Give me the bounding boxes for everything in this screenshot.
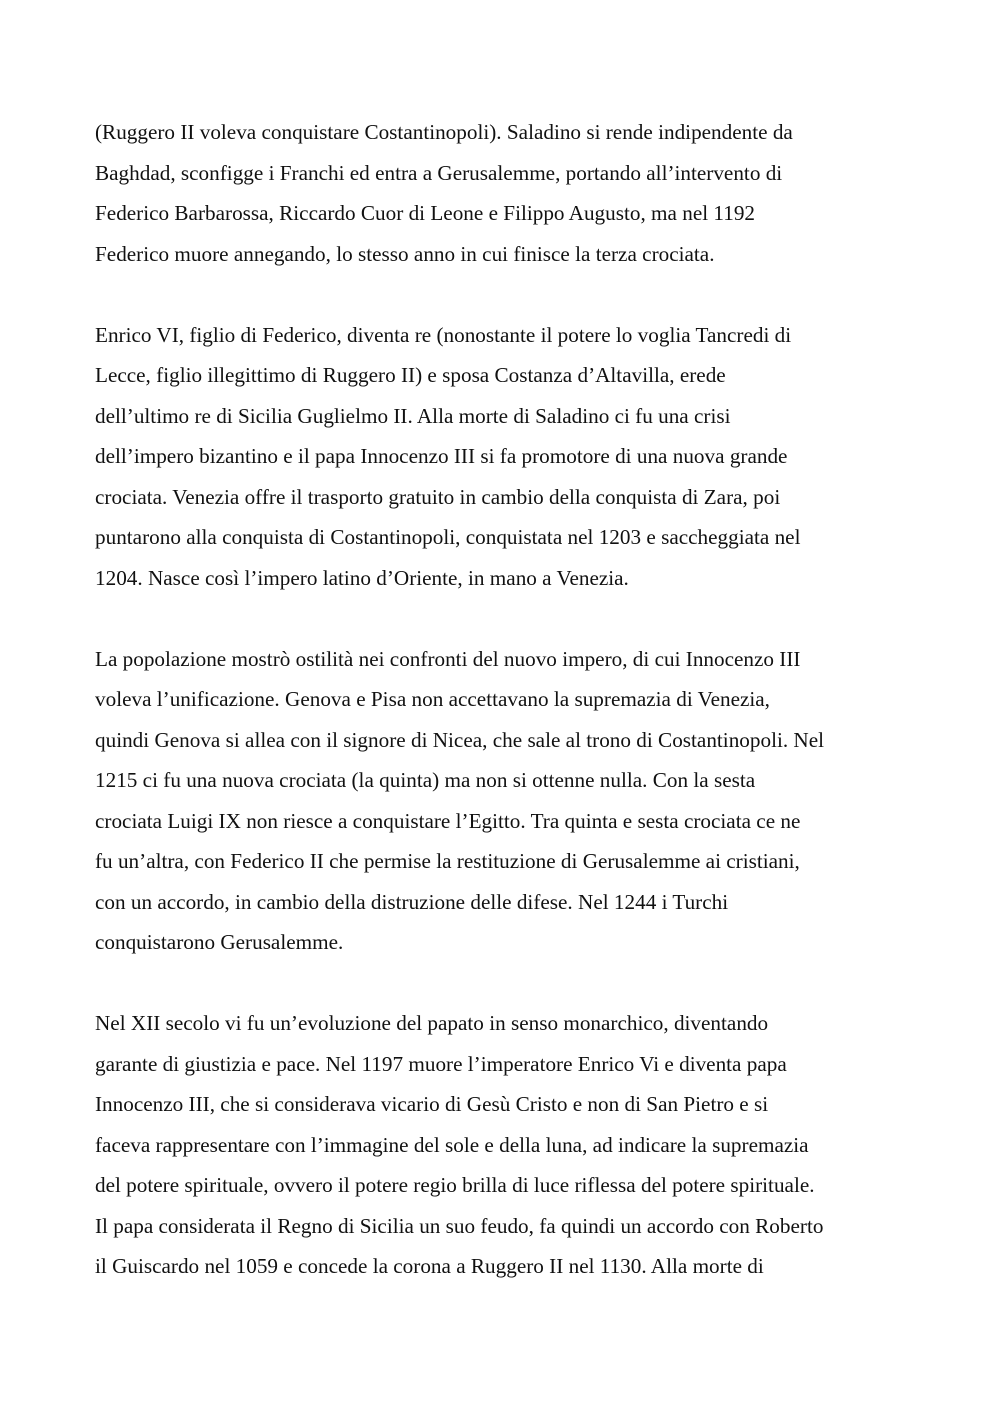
body-text bbox=[95, 112, 925, 1327]
text-line: La popolazione mostrò ostilità nei confronti del nuovo impero, di cui Innocenzo III bbox=[95, 646, 801, 671]
text-line: Federico Barbarossa, Riccardo Cuor di Leone e Filippo Augusto, ma nel 1192 bbox=[95, 201, 756, 225]
text-line: Lecce, figlio illegittimo di Ruggero II) e sposa Costanza d’Altavilla, erede bbox=[95, 363, 726, 387]
text-line: il Guiscardo nel 1059 e concede la corona a Ruggero II nel 1130. Alla morte di bbox=[95, 1254, 764, 1278]
text-line: crociata Luigi IX non riesce a conquistare l’Egitto. Tra quinta e sesta crociata ce ne bbox=[95, 808, 801, 833]
text-line: Il papa considerata il Regno di Sicilia un suo feudo, fa quindi un accordo con Roberto bbox=[95, 1213, 824, 1238]
text-line: Nel XII secolo vi fu un’evoluzione del papato in senso monarchico, diventando bbox=[95, 1011, 769, 1035]
text-line: voleva l’unificazione. Genova e Pisa non accettavano la supremazia di Venezia, bbox=[95, 687, 770, 711]
text-line: garante di giustizia e pace. Nel 1197 muore l’imperatore Enrico Vi e diventa papa bbox=[95, 1051, 787, 1076]
text-line: 1215 ci fu una nuova crociata (la quinta) ma non si ottenne nulla. Con la sesta bbox=[95, 768, 756, 792]
text-line: puntarono alla conquista di Costantinopoli, conquistata nel 1203 e saccheggiata nel bbox=[95, 525, 801, 549]
text-line: Federico muore annegando, lo stesso anno in cui finisce la terza crociata. bbox=[95, 241, 715, 266]
text-line: conquistarono Gerusalemme. bbox=[95, 930, 344, 954]
text-line: dell’impero bizantino e il papa Innocenzo III si fa promotore di una nuova grande bbox=[95, 444, 788, 468]
paragraph-4 bbox=[95, 1003, 925, 1287]
text-line: crociata. Venezia offre il trasporto gratuito in cambio della conquista di Zara, poi bbox=[95, 484, 781, 509]
paragraph-1 bbox=[95, 112, 925, 274]
text-line: con un accordo, in cambio della distruzione delle difese. Nel 1244 i Turchi bbox=[95, 889, 729, 914]
text-line: quindi Genova si allea con il signore di Nicea, che sale al trono di Costantinopoli. Nel bbox=[95, 727, 825, 752]
text-line: Baghdad, sconfigge i Franchi ed entra a Gerusalemme, portando all’intervento di bbox=[95, 160, 783, 185]
text-line: Enrico VI, figlio di Federico, diventa re (nonostante il potere lo voglia Tancredi di bbox=[95, 322, 792, 347]
text-line: dell’ultimo re di Sicilia Guglielmo II. Alla morte di Saladino ci fu una crisi bbox=[95, 403, 731, 428]
text-line: 1204. Nasce così l’impero latino d’Oriente, in mano a Venezia. bbox=[95, 565, 629, 590]
text-line: fu un’altra, con Federico II che permise la restituzione di Gerusalemme ai cristiani, bbox=[95, 849, 800, 873]
paragraph-3 bbox=[95, 639, 925, 963]
text-line: Innocenzo III, che si considerava vicario di Gesù Cristo e non di San Pietro e si bbox=[95, 1092, 769, 1116]
paragraph-2 bbox=[95, 315, 925, 599]
text-line: faceva rappresentare con l’immagine del sole e della luna, ad indicare la supremazia bbox=[95, 1132, 809, 1157]
text-line: (Ruggero II voleva conquistare Costantinopoli). Saladino si rende indipendente da bbox=[95, 120, 793, 144]
text-line: del potere spirituale, ovvero il potere regio brilla di luce riflessa del potere spirituale. bbox=[95, 1173, 815, 1197]
